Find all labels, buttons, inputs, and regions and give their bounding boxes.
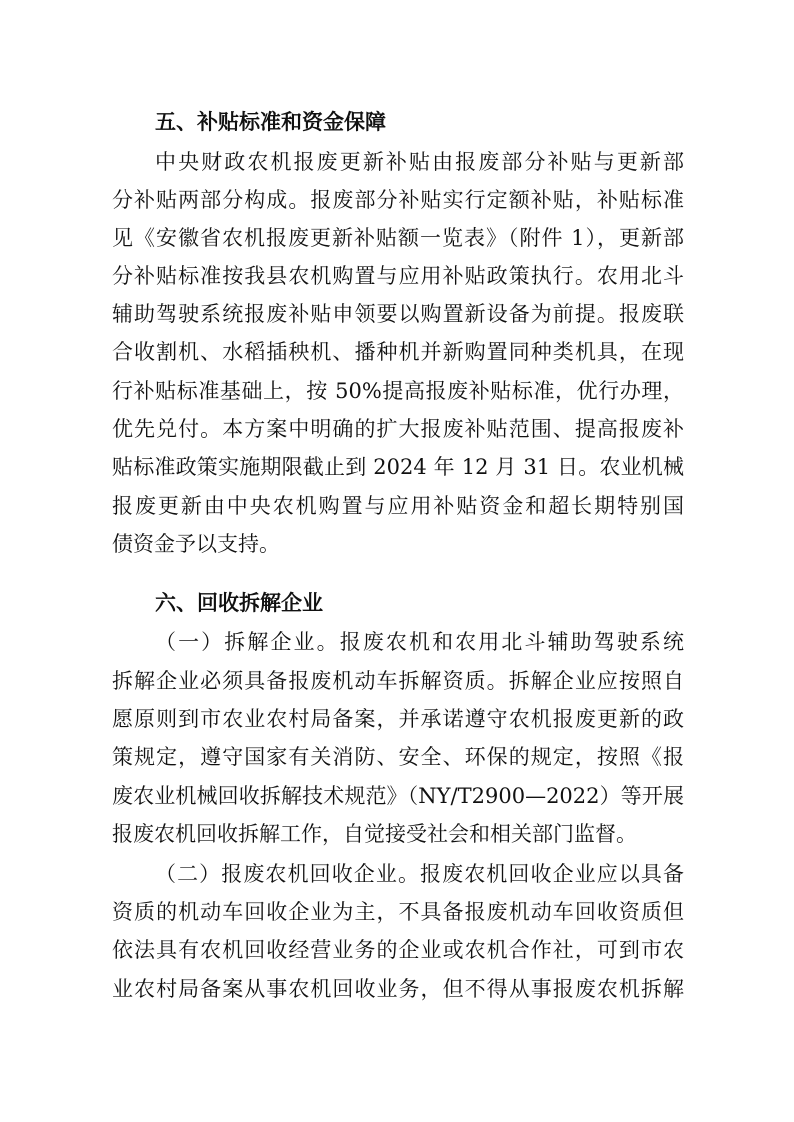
section-6-heading: 六、回收拆解企业 (155, 590, 323, 615)
section-6-para-1-line-2: 拆解企业必须具备报废机动车拆解资质。拆解企业应按照自 (112, 669, 684, 693)
section-5-line-7: 行补贴标准基础上，按 50%提高报废补贴标准，优行办理， (112, 379, 684, 403)
section-5-line-11: 债资金予以支持。 (112, 532, 280, 556)
section-5-line-9: 贴标准政策实施期限截止到 2024 年 12 月 31 日。农业机械 (112, 455, 684, 479)
section-6-para-1-line-6: 报废农机回收拆解工作，自觉接受社会和相关部门监督。 (112, 822, 637, 846)
section-6-para-1-line-1: （一）拆解企业。报废农机和农用北斗辅助驾驶系统 (155, 630, 684, 654)
section-6-para-2-line-1: （二）报废农机回收企业。报废农机回收企业应以具备 (155, 862, 684, 886)
section-5-line-10: 报废更新由中央农机购置与应用补贴资金和超长期特别国 (112, 494, 684, 518)
section-5-line-2: 分补贴两部分构成。报废部分补贴实行定额补贴，补贴标准 (112, 188, 684, 212)
section-5-line-5: 辅助驾驶系统报废补贴申领要以购置新设备为前提。报废联 (112, 302, 684, 326)
section-5-line-4: 分补贴标准按我县农机购置与应用补贴政策执行。农用北斗 (112, 264, 684, 288)
section-5-heading: 五、补贴标准和资金保障 (155, 109, 386, 134)
section-6-para-2-line-2: 资质的机动车回收企业为主，不具备报废机动车回收资质但 (112, 900, 684, 924)
section-5-line-6: 合收割机、水稻插秧机、播种机并新购置同种类机具，在现 (112, 340, 684, 364)
section-5-line-8: 优先兑付。本方案中明确的扩大报废补贴范围、提高报废补 (112, 417, 684, 441)
section-6-para-1-line-5: 废农业机械回收拆解技术规范》（NY/T2900—2022）等开展 (112, 784, 684, 808)
section-6-para-1-line-3: 愿原则到市农业农村局备案，并承诺遵守农机报废更新的政 (112, 707, 684, 731)
section-5-line-3: 见《安徽省农机报废更新补贴额一览表》（附件 1），更新部 (112, 226, 684, 250)
section-6-para-2-line-4: 业农村局备案从事农机回收业务，但不得从事报废农机拆解 (112, 977, 684, 1001)
section-5-line-1: 中央财政农机报废更新补贴由报废部分补贴与更新部 (155, 150, 684, 174)
section-6-para-2-line-3: 依法具有农机回收经营业务的企业或农机合作社，可到市农 (112, 938, 684, 962)
section-6-para-1-line-4: 策规定，遵守国家有关消防、安全、环保的规定，按照《报 (112, 745, 684, 769)
